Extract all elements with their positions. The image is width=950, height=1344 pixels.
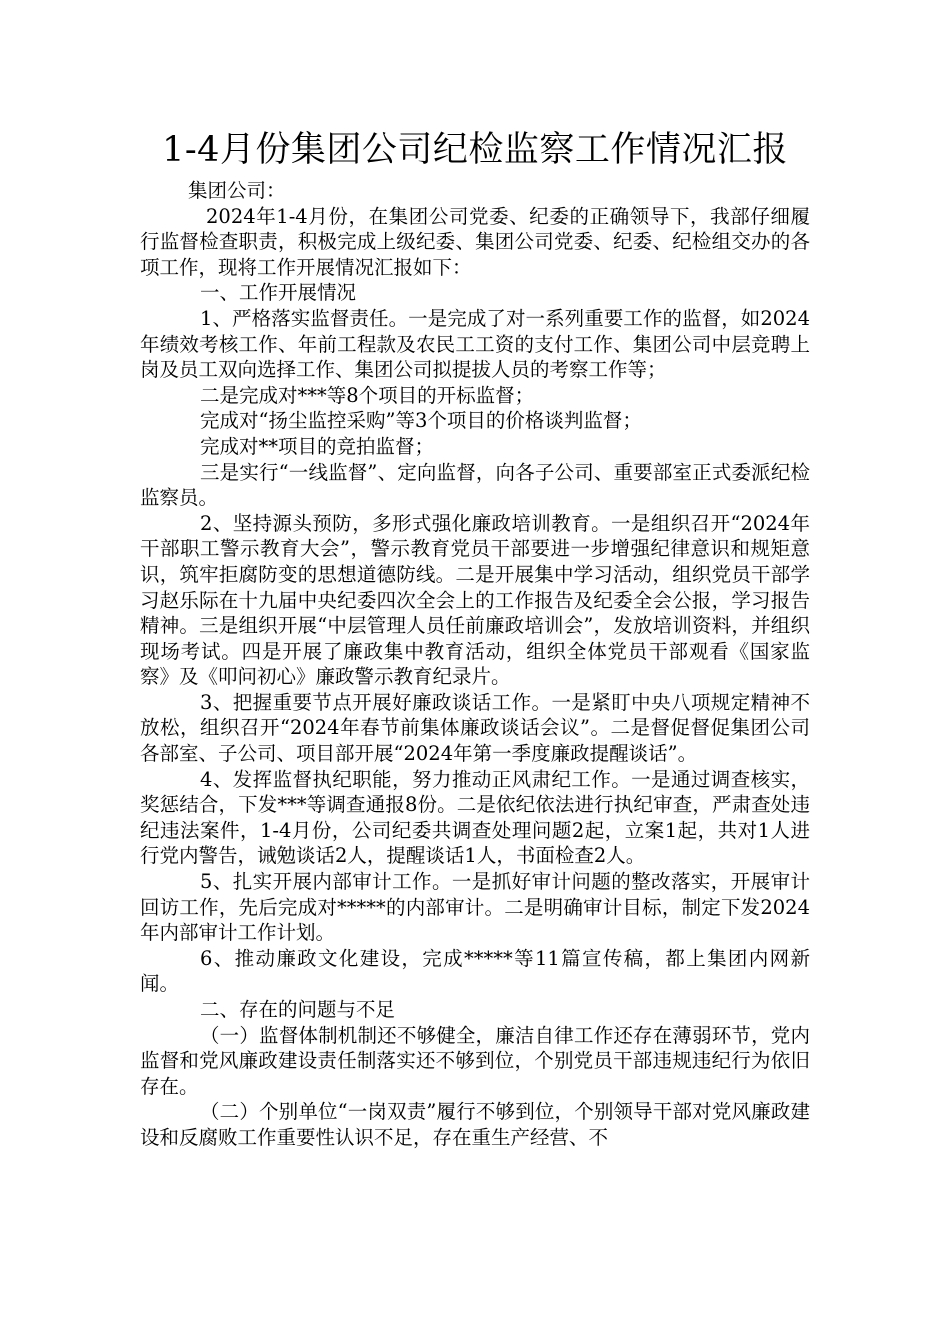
paragraph-item-2: 2、坚持源头预防，多形式强化廉政培训教育。一是组织召开“2024年干部职工警示教育大会”，警示教育党员干部要进一步增强纪律意识和规矩意识，筑牢拒腐防变的思想道德防线。二是开展集中学习活动，组织党员干部学习赵乐际在十九届中央纪委四次全会上的工作报告及纪委全会公报，学习报告精神。三是组织开展“中层管理人员任前廉政培训会”，发放培训资料，并组织现场考试。四是开展了廉政集中教育活动，组织全体党员干部观看《国家监察》及《叩问初心》廉政警示教育纪录片。: [140, 511, 810, 689]
paragraph-item-5: 5、扎实开展内部审计工作。一是抓好审计问题的整改落实，开展审计回访工作，先后完成对*****的内部审计。二是明确审计目标，制定下发2024年内部审计工作计划。: [140, 870, 810, 945]
document-body: [140, 178, 810, 1151]
paragraph-item-4: 4、发挥监督执纪职能，努力推动正风肃纪工作。一是通过调查核实，奖惩结合，下发***等调查通报8份。二是依纪依法进行执纪审查，严肃查处违纪违法案件，1-4月份，公司纪委共调查处理问题2起，立案1起，共对1人进行党内警告，诫勉谈话2人，提醒谈话1人，书面检查2人。: [140, 767, 810, 868]
document-title: 1-4月份集团公司纪检监察工作情况汇报: [162, 130, 788, 170]
paragraph-item-1-3: 完成对“扬尘监控采购”等3个项目的价格谈判监督；: [200, 409, 642, 433]
paragraph-issue-2: （二）个别单位“一岗双责”履行不够到位，个别领导干部对党风廉政建设和反腐败工作重要性认识不足，存在重生产经营、不: [140, 1100, 810, 1149]
section-heading-1: 一、工作开展情况: [200, 281, 357, 305]
salutation: 集团公司：: [188, 179, 286, 202]
paragraph-item-3: 3、把握重要节点开展好廉政谈话工作。一是紧盯中央八项规定精神不放松，组织召开“2024年春节前集体廉政谈话会议”。二是督促督促集团公司各部室、子公司、项目部开展“2024年第一季度廉政提醒谈话”。: [140, 690, 810, 766]
section-heading-2: 二、存在的问题与不足: [200, 998, 396, 1021]
paragraph-intro: 2024年1-4月份，在集团公司党委、纪委的正确领导下，我部仔细履行监督检查职责，积极完成上级纪委、集团公司党委、纪委、纪检组交办的各项工作，现将工作开展情况汇报如下：: [140, 204, 810, 279]
paragraph-issue-1: （一）监督体制机制还不够健全，廉洁自律工作还存在薄弱环节，党内监督和党风廉政建设责任制落实还不够到位，个别党员干部违规违纪行为依旧存在。: [140, 1023, 810, 1098]
paragraph-item-1: 1、严格落实监督责任。一是完成了对一系列重要工作的监督，如2024年绩效考核工作、年前工程款及农民工工资的支付工作、集团公司中层竞聘上岗及员工双向选择工作、集团公司拟提拔人员的考察工作等；: [140, 306, 810, 382]
paragraph-item-1-4: 完成对**项目的竞拍监督；: [200, 434, 435, 458]
paragraph-item-1-2: 二是完成对***等8个项目的开标监督；: [200, 383, 535, 407]
paragraph-item-1-5: 三是实行“一线监督”、定向监督，向各子公司、重要部室正式委派纪检监察员。: [140, 460, 810, 510]
paragraph-item-6: 6、推动廉政文化建设，完成*****等11篇宣传稿，都上集团内网新闻。: [140, 946, 810, 996]
